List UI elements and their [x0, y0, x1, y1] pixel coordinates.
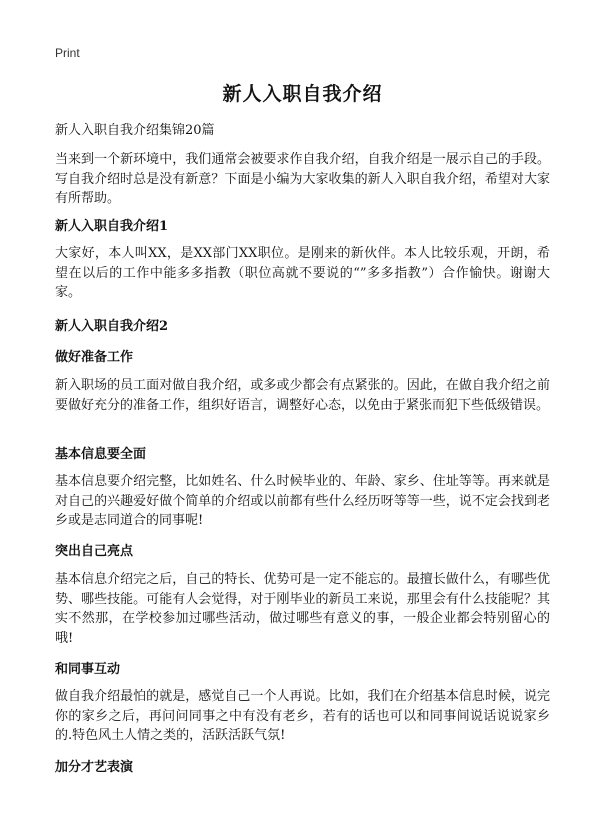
section-heading-interaction: 和同事互动 — [55, 662, 121, 677]
intro-paragraph: 当来到一个新环境中，我们通常会被要求作自我介绍，自我介绍是一展示自己的手段。写自我介绍时总是没有新意？下面是小编为大家收集的新人入职自我介绍，希望对大家有所帮助。 — [55, 152, 550, 206]
section-body-highlights: 基本信息介绍完之后，自己的特长、优势可是一定不能忘的。最擅长做什么，有哪些优势、哪些技能。可能有人会觉得，对于刚毕业的新员工来说，那里会有什么技能呢？其实不然那，在学校参加过哪些活动，做过哪些有意义的事，一般企业都会特别留心的哦! — [55, 572, 550, 646]
section-body-interaction: 做自我介绍最怕的就是，感觉自己一个人再说。比如，我们在介绍基本信息时候，说完你的家乡之后，再问问同事之中有没有老乡，若有的话也可以和同事间说话说说家乡的.特色风土人情之类的，活跃活跃气氛! — [55, 689, 550, 743]
section-heading-prep: 做好准备工作 — [55, 350, 134, 365]
print-label[interactable]: Print — [55, 46, 80, 60]
document-subtitle: 新人入职自我介绍集锦20篇 — [55, 123, 215, 138]
section-body-basic-info: 基本信息要介绍完整，比如姓名、什么时候毕业的、年龄、家乡、住址等等。再来就是对自己的兴趣爱好做个简单的介绍或以前都有些什么经历呀等等一些，说不定会找到老乡或是志同道合的同事呢! — [55, 474, 550, 528]
section-body-prep: 新入职场的员工面对做自我介绍，或多或少都会有点紧张的。因此，在做自我介绍之前要做好充分的准备工作，组织好语言，调整好心态，以免由于紧张而犯下些低级错误。 — [55, 378, 550, 413]
section-heading-basic-info: 基本信息要全面 — [55, 447, 147, 462]
section-heading-talent: 加分才艺表演 — [55, 760, 134, 775]
section-heading-highlights: 突出自己亮点 — [55, 544, 134, 559]
section-heading-1: 新人入职自我介绍1 — [55, 219, 169, 234]
section-heading-2: 新人入职自我介绍2 — [55, 319, 169, 334]
page-title: 新人入职自我介绍 — [222, 83, 383, 105]
section-body-1: 大家好，本人叫XX，是XX部门XX职位。是刚来的新伙伴。本人比较乐观，开朗，希望在以后的工作中能多多指教（职位高就不要说的“”多多指教”）合作愉快。谢谢大家。 — [55, 246, 550, 300]
